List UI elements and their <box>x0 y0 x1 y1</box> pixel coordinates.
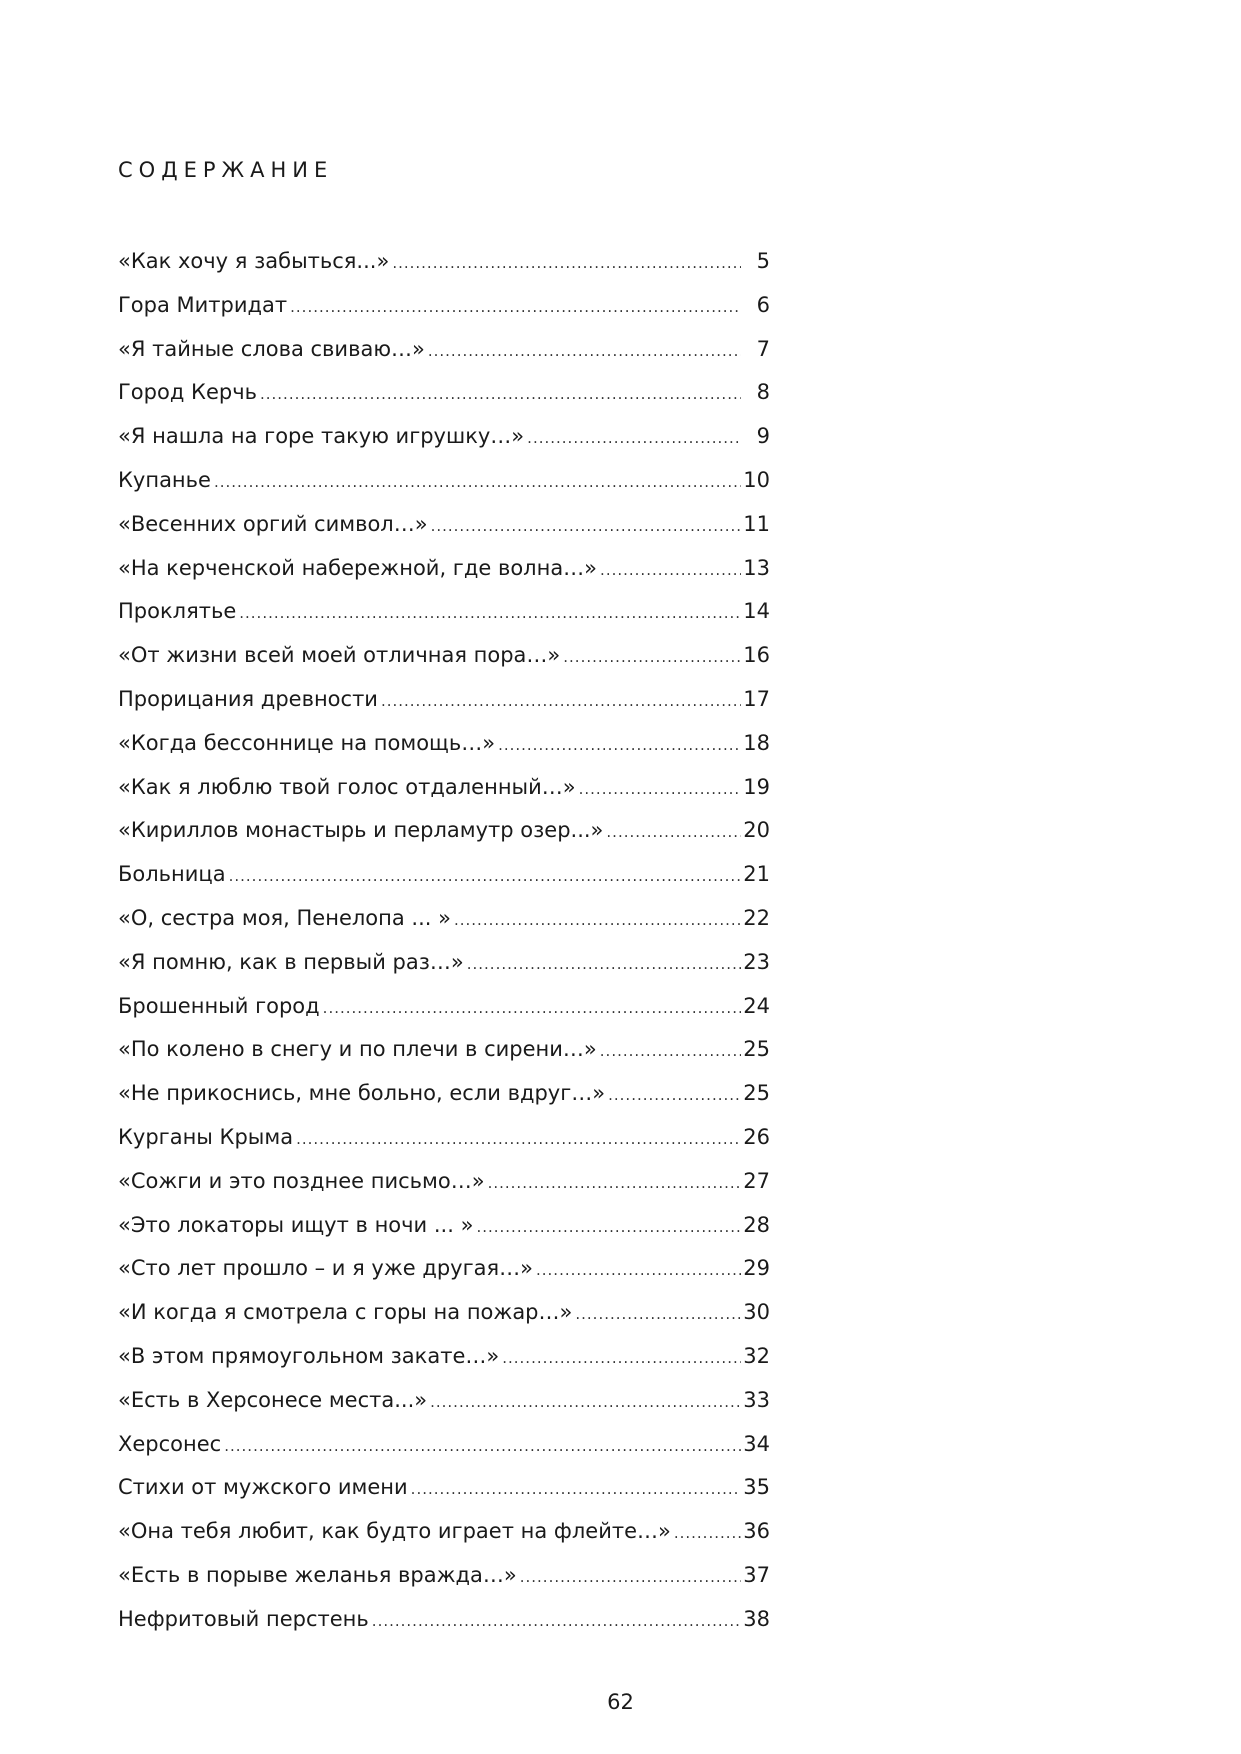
toc-entry-page: 26 <box>743 1124 770 1149</box>
toc-entry-title: Нефритовый перстень <box>118 1606 369 1631</box>
toc-entry-page: 8 <box>756 380 770 405</box>
toc-entry-title: «О, сестра моя, Пенелопа ... » <box>118 905 451 930</box>
toc-entry[interactable] <box>118 809 770 853</box>
dot-leader <box>488 1162 741 1206</box>
toc-entry[interactable] <box>118 328 770 372</box>
table-of-contents <box>118 240 770 1642</box>
toc-entry[interactable] <box>118 1116 770 1160</box>
toc-entry[interactable] <box>118 1335 770 1379</box>
dot-leader <box>502 1337 741 1381</box>
toc-entry-title: «Когда бессоннице на помощь…» <box>118 730 496 755</box>
toc-entry[interactable] <box>118 1247 770 1291</box>
dot-leader <box>431 505 741 549</box>
toc-entry-page: 32 <box>743 1343 770 1368</box>
toc-entry[interactable] <box>118 1072 770 1116</box>
dot-leader <box>467 943 741 987</box>
toc-entry-title: «По колено в снегу и по плечи в сирени…» <box>118 1037 597 1062</box>
toc-entry-title: «И когда я смотрела с горы на пожар…» <box>118 1300 573 1325</box>
toc-entry-page: 30 <box>743 1300 770 1325</box>
dot-leader <box>527 417 741 461</box>
toc-entry-title: «Сто лет прошло – и я уже другая…» <box>118 1256 533 1281</box>
dot-leader <box>520 1556 741 1600</box>
toc-entry-title: «На керченской набережной, где волна…» <box>118 555 598 580</box>
toc-entry-title: «Она тебя любит, как будто играет на флейте…» <box>118 1519 671 1544</box>
toc-entry-title: Курганы Крыма <box>118 1124 294 1149</box>
toc-entry-page: 25 <box>743 1081 770 1106</box>
toc-entry[interactable] <box>118 240 770 284</box>
toc-entry-page: 22 <box>743 905 770 930</box>
dot-leader <box>290 286 741 330</box>
toc-entry[interactable] <box>118 1028 770 1072</box>
dot-leader <box>224 1425 741 1469</box>
toc-entry-page: 34 <box>743 1431 770 1456</box>
toc-entry-page: 14 <box>743 599 770 624</box>
toc-entry-page: 38 <box>743 1606 770 1631</box>
toc-entry-page: 18 <box>743 730 770 755</box>
toc-entry-title: Херсонес <box>118 1431 222 1456</box>
toc-entry-title: «Есть в Херсонесе места...» <box>118 1387 428 1412</box>
toc-entry-title: «Это локаторы ищут в ночи ... » <box>118 1212 474 1237</box>
toc-entry-page: 37 <box>743 1562 770 1587</box>
dot-leader <box>575 1293 741 1337</box>
toc-entry-page: 25 <box>743 1037 770 1062</box>
toc-entry[interactable] <box>118 678 770 722</box>
dot-leader <box>608 1074 741 1118</box>
toc-entry[interactable] <box>118 766 770 810</box>
dot-leader <box>260 373 741 417</box>
toc-entry[interactable] <box>118 1554 770 1598</box>
toc-entry-page: 19 <box>743 774 770 799</box>
toc-entry[interactable] <box>118 853 770 897</box>
toc-entry[interactable] <box>118 1160 770 1204</box>
toc-entry-title: Прорицания древности <box>118 686 378 711</box>
toc-entry[interactable] <box>118 284 770 328</box>
dot-leader <box>239 592 741 636</box>
toc-entry-title: «Как я люблю твой голос отдаленный…» <box>118 774 576 799</box>
toc-entry-title: Гора Митридат <box>118 292 288 317</box>
toc-entry-page: 36 <box>743 1519 770 1544</box>
toc-entry-title: «Как хочу я забыться...» <box>118 249 390 273</box>
toc-entry[interactable] <box>118 547 770 591</box>
toc-entry-page: 20 <box>743 818 770 843</box>
toc-entry-title: «Сожги и это позднее письмо…» <box>118 1168 485 1193</box>
toc-entry[interactable] <box>118 1466 770 1510</box>
toc-entry-title: «Кириллов монастырь и перламутр озер...» <box>118 818 604 843</box>
toc-entry-title: Купанье <box>118 467 211 492</box>
dot-leader <box>229 855 741 899</box>
toc-entry-title: «Есть в порыве желанья вражда…» <box>118 1562 517 1587</box>
toc-entry-page: 29 <box>743 1256 770 1281</box>
toc-entry-page: 13 <box>743 555 770 580</box>
dot-leader <box>323 987 741 1031</box>
dot-leader <box>476 1206 741 1250</box>
toc-entry[interactable] <box>118 1379 770 1423</box>
dot-leader <box>214 461 741 505</box>
toc-entry-title: Город Керчь <box>118 380 257 405</box>
page-title: СОДЕРЖАНИЕ <box>118 158 334 182</box>
toc-entry-page: 16 <box>743 643 770 668</box>
dot-leader <box>428 330 741 374</box>
toc-entry-page: 33 <box>743 1387 770 1412</box>
toc-entry-title: Проклятье <box>118 599 237 624</box>
dot-leader <box>392 242 741 286</box>
toc-entry-title: Больница <box>118 862 226 887</box>
toc-entry-page: 10 <box>743 467 770 492</box>
toc-entry[interactable] <box>118 590 770 634</box>
dot-leader <box>674 1512 741 1556</box>
toc-entry-title: «Я тайные слова свиваю…» <box>118 336 425 361</box>
toc-entry-title: «Весенних оргий символ…» <box>118 511 428 536</box>
toc-entry-page: 28 <box>743 1212 770 1237</box>
dot-leader <box>498 724 741 768</box>
toc-entry[interactable] <box>118 1291 770 1335</box>
toc-entry-title: Брошенный город <box>118 993 320 1018</box>
toc-entry-title: «От жизни всей моей отличная пора…» <box>118 643 561 668</box>
toc-entry-page: 23 <box>743 949 770 974</box>
dot-leader <box>579 768 741 812</box>
toc-entry-page: 7 <box>756 336 770 361</box>
toc-entry[interactable] <box>118 897 770 941</box>
dot-leader <box>372 1600 741 1644</box>
toc-entry[interactable] <box>118 371 770 415</box>
toc-entry[interactable] <box>118 634 770 678</box>
toc-entry-page: 17 <box>743 686 770 711</box>
dot-leader <box>606 811 741 855</box>
toc-entry-page: 35 <box>743 1475 770 1500</box>
toc-entry-title: «В этом прямоугольном закате…» <box>118 1343 500 1368</box>
dot-leader <box>536 1249 741 1293</box>
page-number: 62 <box>607 1690 634 1714</box>
dot-leader <box>454 899 741 943</box>
toc-entry-page: 6 <box>756 292 770 317</box>
dot-leader <box>411 1468 741 1512</box>
toc-entry[interactable] <box>118 1510 770 1554</box>
dot-leader <box>563 636 741 680</box>
toc-entry-title: «Я помню, как в первый раз…» <box>118 949 464 974</box>
toc-entry-page: 5 <box>756 249 770 273</box>
toc-entry-page: 9 <box>756 424 770 449</box>
toc-entry[interactable] <box>118 722 770 766</box>
dot-leader <box>600 549 741 593</box>
toc-entry[interactable] <box>118 1204 770 1248</box>
toc-entry-title: «Я нашла на горе такую игрушку…» <box>118 424 525 449</box>
dot-leader <box>381 680 741 724</box>
toc-entry-title: «Не прикоснись, мне больно, если вдруг…» <box>118 1081 606 1106</box>
toc-entry[interactable] <box>118 459 770 503</box>
toc-entry[interactable] <box>118 941 770 985</box>
toc-entry-page: 24 <box>743 993 770 1018</box>
toc-entry[interactable] <box>118 985 770 1029</box>
toc-entry[interactable] <box>118 1423 770 1467</box>
toc-entry-title: Стихи от мужского имени <box>118 1475 408 1500</box>
toc-entry-page: 21 <box>743 862 770 887</box>
dot-leader <box>430 1381 741 1425</box>
toc-entry[interactable] <box>118 503 770 547</box>
toc-entry[interactable] <box>118 1598 770 1642</box>
dot-leader <box>296 1118 741 1162</box>
toc-entry[interactable] <box>118 415 770 459</box>
toc-entry-page: 11 <box>743 511 770 536</box>
dot-leader <box>600 1030 741 1074</box>
toc-entry-page: 27 <box>743 1168 770 1193</box>
